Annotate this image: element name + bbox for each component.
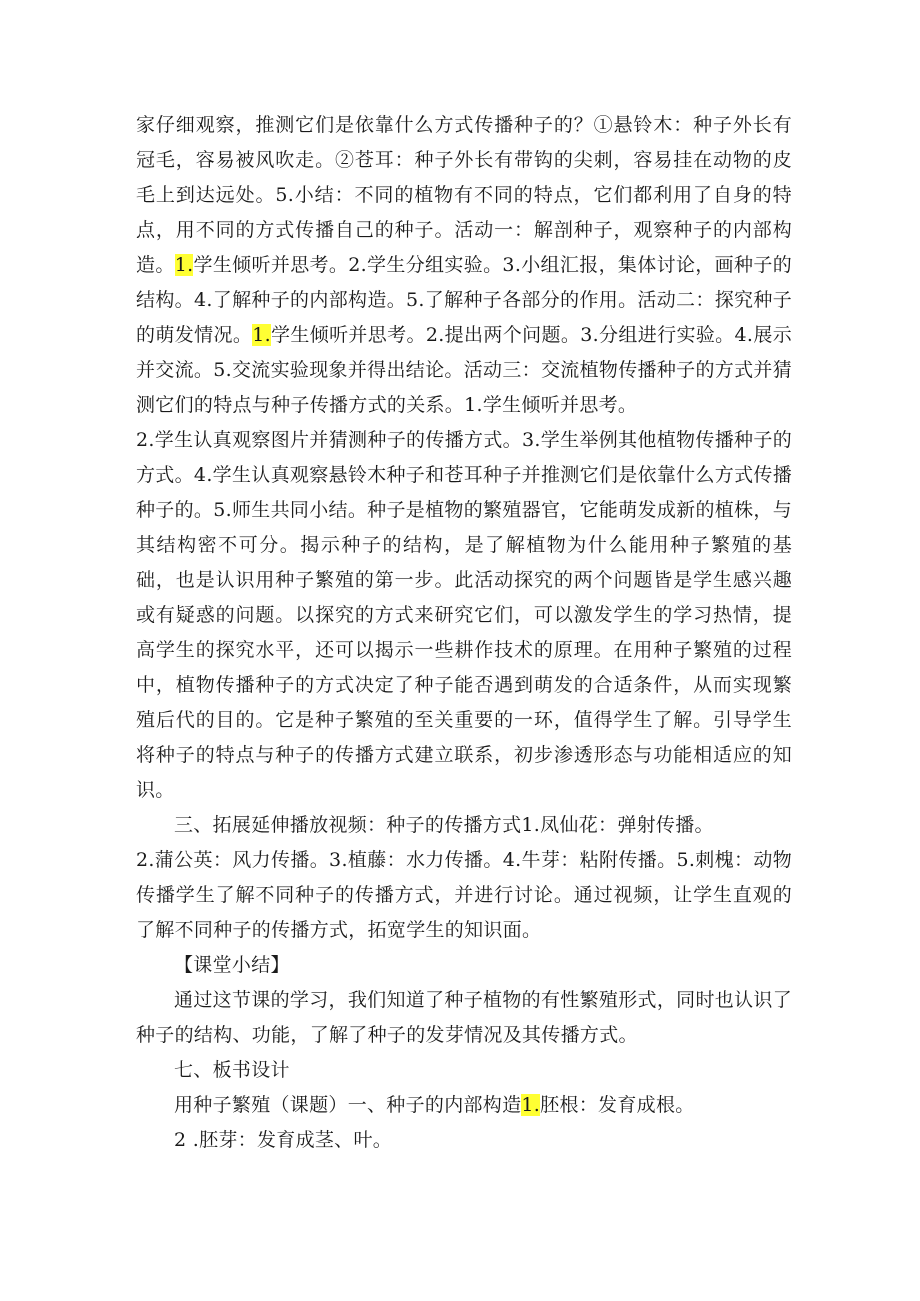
section-heading-summary [136,948,792,983]
paragraph-board-line-1 [136,1088,792,1123]
text-span: 三、拓展延伸播放视频：种子的传播方式1.凤仙花：弹射传播。 [174,814,714,836]
text-span: 胚根：发育成根。 [540,1094,695,1116]
text-span: 2.学生认真观察图片并猜测种子的传播方式。3.学生举例其他植物传播种子的方式。4.学生认真观察悬铃木种子和苍耳种子并推测它们是依靠什么方式传播种子的。5.师生共同小结。种子是植物的繁殖器官，它能萌发成新的植株，与其结构密不可分。揭示种子的结构，是了解植物为什么能用种子繁殖的基础，也是认识用种子繁殖的第一步。此活动探究的两个问题皆是学生感兴趣或有疑惑的问题。以探究的方式来研究它们，可以激发学生的学习热情，提高学生的探究水平，还可以揭示一些耕作技术的原理。在用种子繁殖的过程中，植物传播种子的方式决定了种子能否遇到萌发的合适条件，从而实现繁殖后代的目的。它是种子繁殖的至关重要的一环，值得学生了解。引导学生将种子的特点与种子的传播方式建立联系，初步渗透形态与功能相适应的知识。 [136,429,792,801]
highlighted-number: 1. [252,324,271,346]
section-heading-board-design [136,1053,792,1088]
paragraph-board-line-2 [136,1123,792,1158]
text-span: 【课堂小结】 [174,954,290,976]
paragraph-summary [136,983,792,1053]
text-span: 学生倾听并思考。2.学生分组实验。3.小组汇报，集体讨论，画种子的结构。4.了解种子的内部构造。5.了解种子各部分的作用。活动二：探究种子的萌发情况。 [136,254,792,346]
document-body [136,108,792,1158]
text-span: 通过这节课的学习，我们知道了种子植物的有性繁殖形式，同时也认识了种子的结构、功能，了解了种子的发芽情况及其传播方式。 [136,989,792,1046]
paragraph-design-rationale [136,423,792,808]
text-span: 学生倾听并思考。2.提出两个问题。3.分组进行实验。4.展示并交流。5.交流实验现象并得出结论。活动三：交流植物传播种子的方式并猜测它们的特点与种子传播方式的关系。1.学生倾听并思考。 [136,324,792,416]
highlighted-number: 1. [174,254,194,276]
highlighted-number: 1. [521,1094,541,1116]
text-span: 用种子繁殖（课题）一、种子的内部构造 [174,1094,522,1116]
paragraph-dispersion-list [136,843,792,948]
text-span: 家仔细观察，推测它们是依靠什么方式传播种子的？①悬铃木：种子外长有冠毛，容易被风吹走。②苍耳：种子外长有带钩的尖刺，容易挂在动物的皮毛上到达远处。5.小结：不同的植物有不同的特点，它们都利用了自身的特点，用不同的方式传播自己的种子。活动一：解剖种子，观察种子的内部构造。 [136,114,792,276]
paragraph-activities [136,108,792,423]
text-span: 2 .胚芽：发育成茎、叶。 [174,1129,393,1151]
text-span: 七、板书设计 [174,1059,290,1081]
paragraph-extension-heading [136,808,792,843]
text-span: 2.蒲公英：风力传播。3.植藤：水力传播。4.牛芽：粘附传播。5.刺槐：动物传播学生了解不同种子的传播方式，并进行讨论。通过视频，让学生直观的了解不同种子的传播方式，拓宽学生的知识面。 [136,849,792,941]
